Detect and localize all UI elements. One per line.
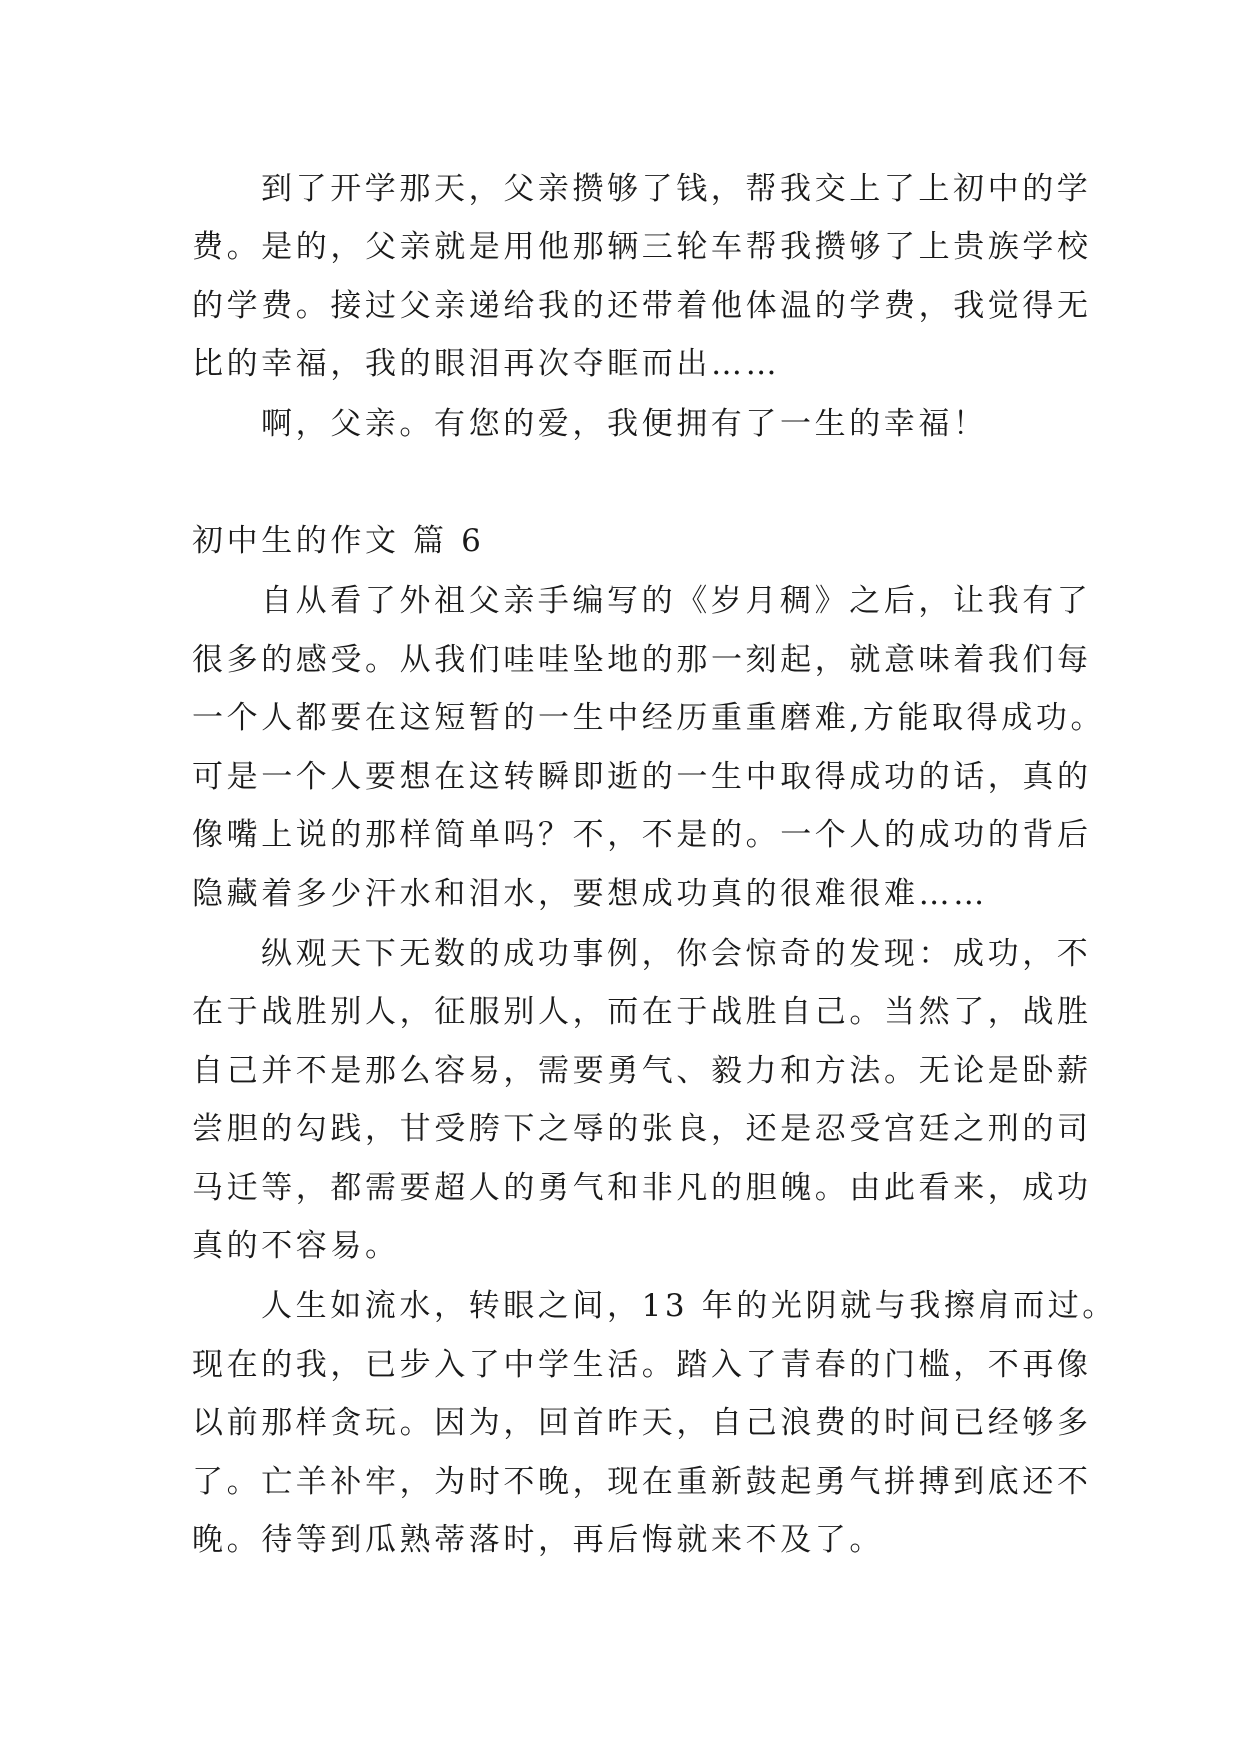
- paragraph: [192, 395, 1058, 454]
- text-line: 啊，父亲。有您的爱，我便拥有了一生的幸福！: [261, 406, 988, 442]
- paragraph: [192, 572, 1106, 923]
- text-line: 可是一个人要想在这转瞬即逝的一生中取得成功的话，真的: [192, 758, 1092, 795]
- text-line: 费。是的，父亲就是用他那辆三轮车帮我攒够了上贵族学校: [192, 229, 1092, 265]
- text-line: 比的幸福，我的眼泪再次夺眶而出……: [192, 346, 781, 382]
- text-line: 马迁等，都需要超人的勇气和非凡的胆魄。由此看来，成功: [192, 1169, 1092, 1206]
- text-line: 很多的感受。从我们哇哇坠地的那一刻起，就意味着我们每: [192, 641, 1092, 678]
- text-line: 真的不容易。: [192, 1228, 400, 1264]
- text-line: 晚。待等到瓜熟蒂落时，再后悔就来不及了。: [192, 1522, 884, 1558]
- text-line: 了。亡羊补牢，为时不晚，现在重新鼓起勇气拼搏到底还不: [192, 1463, 1092, 1500]
- text-line: 纵观天下无数的成功事例，你会惊奇的发现：成功，不: [261, 935, 1092, 972]
- paragraph: [192, 925, 1092, 1276]
- text-line: 在于战胜别人，征服别人，而在于战胜自己。当然了，战胜: [192, 994, 1092, 1030]
- text-line: 一个人都要在这短暂的一生中经历重重磨难,方能取得成功。: [192, 700, 1106, 736]
- section-heading: 初中生的作文 篇 6: [192, 523, 485, 559]
- text-line: 现在的我，已步入了中学生活。踏入了青春的门槛，不再像: [192, 1346, 1092, 1383]
- text-line: 以前那样贪玩。因为，回首昨天，自己浪费的时间已经够多: [192, 1405, 1092, 1441]
- text-line: 尝胆的勾践，甘受胯下之辱的张良，还是忍受宫廷之刑的司: [192, 1111, 1092, 1147]
- paragraph: [192, 1277, 1117, 1570]
- text-line: 隐藏着多少汗水和泪水，要想成功真的很难很难……: [192, 875, 988, 912]
- text-line: 像嘴上说的那样简单吗？不，不是的。一个人的成功的背后: [192, 817, 1092, 853]
- text-line: 到了开学那天，父亲攒够了钱，帮我交上了上初中的学: [261, 170, 1092, 207]
- document-body: [192, 158, 1117, 1570]
- text-line: 人生如流水，转眼之间，13 年的光阴就与我擦肩而过。: [261, 1288, 1117, 1324]
- text-line: 的学费。接过父亲递给我的还带着他体温的学费，我觉得无: [192, 287, 1092, 324]
- paragraph: [192, 160, 1092, 394]
- text-line: 自从看了外祖父亲手编写的《岁月稠》之后，让我有了: [261, 583, 1092, 619]
- text-line: 自己并不是那么容易，需要勇气、毅力和方法。无论是卧薪: [192, 1052, 1092, 1089]
